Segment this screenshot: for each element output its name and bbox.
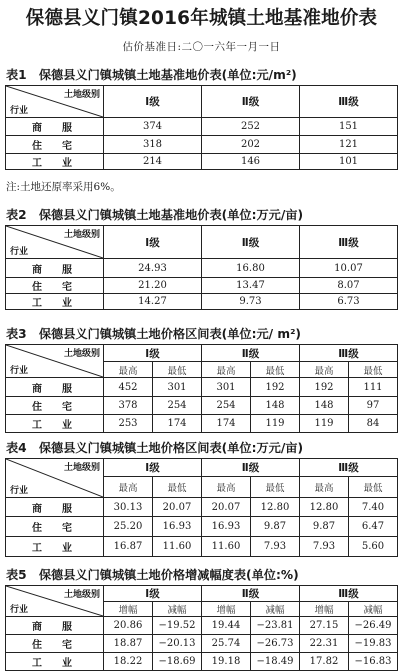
document-title: 保德县义门镇2016年城镇土地基准地价表 [25,8,378,29]
table-row [6,118,398,136]
cell: 192 [251,378,300,397]
cell: 9.73 [202,294,300,310]
cell: 19.18 [202,653,251,671]
cell: 7.93 [251,537,300,557]
cell: 24.93 [104,259,202,278]
cell: 253 [104,415,153,433]
cell: 11.60 [153,537,202,557]
table-row [6,498,398,517]
cell: 202 [202,136,300,154]
cell: 9.87 [300,517,349,537]
row-label: 商 服 [6,617,104,635]
corner-industry-label: 行业 [10,366,29,376]
cell: 252 [202,118,300,136]
cell: 214 [104,154,202,170]
cell: 119 [251,415,300,433]
row-label: 工 业 [6,294,104,310]
min-header: 最低 [153,362,202,378]
cell: 14.27 [104,294,202,310]
cell: 20.07 [202,498,251,517]
table5-header-row [6,586,398,602]
cell: 30.13 [104,498,153,517]
table-row [6,278,398,294]
cell: 20.07 [153,498,202,517]
corner-industry-label: 行业 [10,486,29,496]
corner-level-label: 土地级别 [63,230,100,240]
min-header: 最低 [349,477,398,498]
table-row [6,294,398,310]
level-3-header: Ⅲ级 [300,586,398,602]
cell: 5.60 [349,537,398,557]
cell: 148 [300,397,349,415]
decrease-header: 减幅 [349,602,398,617]
cell: 174 [202,415,251,433]
table-row [6,635,398,653]
cell: 301 [202,378,251,397]
table3 [5,344,398,433]
row-label: 工 业 [6,415,104,433]
table-row [6,397,398,415]
cell: 192 [300,378,349,397]
level-2-header: Ⅱ级 [202,345,300,362]
cell: 25.74 [202,635,251,653]
level-1-header: Ⅰ级 [104,86,202,118]
cell: −16.83 [349,653,398,671]
row-label: 住 宅 [6,397,104,415]
table-row [6,517,398,537]
cell: 84 [349,415,398,433]
cell: 301 [153,378,202,397]
min-header: 最低 [153,477,202,498]
level-1-header: Ⅰ级 [104,226,202,259]
cell: 11.60 [202,537,251,557]
table1-header-row [6,86,398,118]
min-header: 最低 [251,362,300,378]
cell: −20.13 [153,635,202,653]
corner-level-label: 土地级别 [63,349,100,359]
row-label: 住 宅 [6,278,104,294]
table1 [5,85,398,170]
level-3-header: Ⅲ级 [300,345,398,362]
level-2-header: Ⅱ级 [202,86,300,118]
cell: −19.52 [153,617,202,635]
cell: 374 [104,118,202,136]
level-1-header: Ⅰ级 [104,459,202,477]
cell: 151 [300,118,398,136]
cell: −18.69 [153,653,202,671]
table2-caption: 表2 保德县义门镇城镇土地基准地价表(单位:万元/亩) [6,208,304,222]
cell: 20.86 [104,617,153,635]
corner-industry-label: 行业 [10,247,29,257]
cell: −19.83 [349,635,398,653]
table3-caption: 表3 保德县义门镇城镇土地价格区间表(单位:元/ m²) [6,327,301,341]
decrease-header: 减幅 [153,602,202,617]
cell: 318 [104,136,202,154]
cell: 25.20 [104,517,153,537]
table5-caption: 表5 保德县义门镇城镇土地价格增减幅度表(单位:%) [6,568,299,582]
max-header: 最高 [104,477,153,498]
cell: 19.44 [202,617,251,635]
corner-industry-label: 行业 [10,106,29,116]
level-1-header: Ⅰ级 [104,345,202,362]
level-2-header: Ⅱ级 [202,586,300,602]
cell: 22.31 [300,635,349,653]
cell: 97 [349,397,398,415]
cell: 101 [300,154,398,170]
table4-corner-cell [6,459,104,498]
cell: −23.81 [251,617,300,635]
level-2-header: Ⅱ级 [202,459,300,477]
min-header: 最低 [349,362,398,378]
cell: 12.80 [251,498,300,517]
table-row [6,415,398,433]
cell: 16.93 [202,517,251,537]
table1-caption: 表1 保德县义门镇城镇土地基准地价表(单位:元/m²) [6,68,297,82]
table3-corner-cell [6,345,104,378]
table2-header-row [6,226,398,259]
level-3-header: Ⅲ级 [300,86,398,118]
cell: 146 [202,154,300,170]
table-row [6,259,398,278]
row-label: 住 宅 [6,136,104,154]
max-header: 最高 [202,477,251,498]
max-header: 最高 [104,362,153,378]
decrease-header: 减幅 [251,602,300,617]
min-header: 最低 [251,477,300,498]
cell: 121 [300,136,398,154]
corner-level-label: 土地级别 [63,463,100,473]
table4-header-row [6,459,398,477]
cell: 21.20 [104,278,202,294]
row-label: 商 服 [6,498,104,517]
row-label: 商 服 [6,259,104,278]
cell: 13.47 [202,278,300,294]
cell: 7.93 [300,537,349,557]
cell: −26.73 [251,635,300,653]
cell: 6.73 [300,294,398,310]
table5-corner-cell [6,586,104,617]
row-label: 商 服 [6,378,104,397]
cell: 378 [104,397,153,415]
row-label: 工 业 [6,653,104,671]
table-row [6,617,398,635]
cell: 119 [300,415,349,433]
level-3-header: Ⅲ级 [300,459,398,477]
row-label: 工 业 [6,537,104,557]
max-header: 最高 [300,477,349,498]
row-label: 工 业 [6,154,104,170]
table3-header-row [6,345,398,362]
cell: 9.87 [251,517,300,537]
cell: 174 [153,415,202,433]
max-header: 最高 [300,362,349,378]
row-label: 住 宅 [6,517,104,537]
row-label: 商 服 [6,118,104,136]
max-header: 最高 [202,362,251,378]
cell: 452 [104,378,153,397]
table2 [5,225,398,310]
cell: 12.80 [300,498,349,517]
table-row [6,378,398,397]
table2-corner-cell [6,226,104,259]
cell: 18.22 [104,653,153,671]
cell: 6.47 [349,517,398,537]
cell: 17.82 [300,653,349,671]
table4 [5,458,398,557]
level-3-header: Ⅲ级 [300,226,398,259]
cell: 111 [349,378,398,397]
corner-industry-label: 行业 [10,605,29,615]
cell: 254 [202,397,251,415]
cell: 148 [251,397,300,415]
cell: 7.40 [349,498,398,517]
increase-header: 增幅 [300,602,349,617]
cell: 16.87 [104,537,153,557]
increase-header: 增幅 [104,602,153,617]
table-row [6,154,398,170]
row-label: 住 宅 [6,635,104,653]
level-2-header: Ⅱ级 [202,226,300,259]
valuation-date: 估价基准日:二〇一六年一月一日 [122,41,281,53]
level-1-header: Ⅰ级 [104,586,202,602]
cell: −26.49 [349,617,398,635]
cell: 16.93 [153,517,202,537]
table-row [6,136,398,154]
table1-footnote: 注:土地还原率采用6%。 [6,181,121,193]
table-row [6,537,398,557]
cell: −18.49 [251,653,300,671]
cell: 16.80 [202,259,300,278]
corner-level-label: 土地级别 [63,590,100,600]
cell: 27.15 [300,617,349,635]
increase-header: 增幅 [202,602,251,617]
cell: 18.87 [104,635,153,653]
table5 [5,585,398,671]
corner-level-label: 土地级别 [63,90,100,100]
cell: 8.07 [300,278,398,294]
cell: 10.07 [300,259,398,278]
table1-corner-cell [6,86,104,118]
cell: 254 [153,397,202,415]
table4-caption: 表4 保德县义门镇城镇土地价格区间表(单位:万元/亩) [6,441,304,455]
